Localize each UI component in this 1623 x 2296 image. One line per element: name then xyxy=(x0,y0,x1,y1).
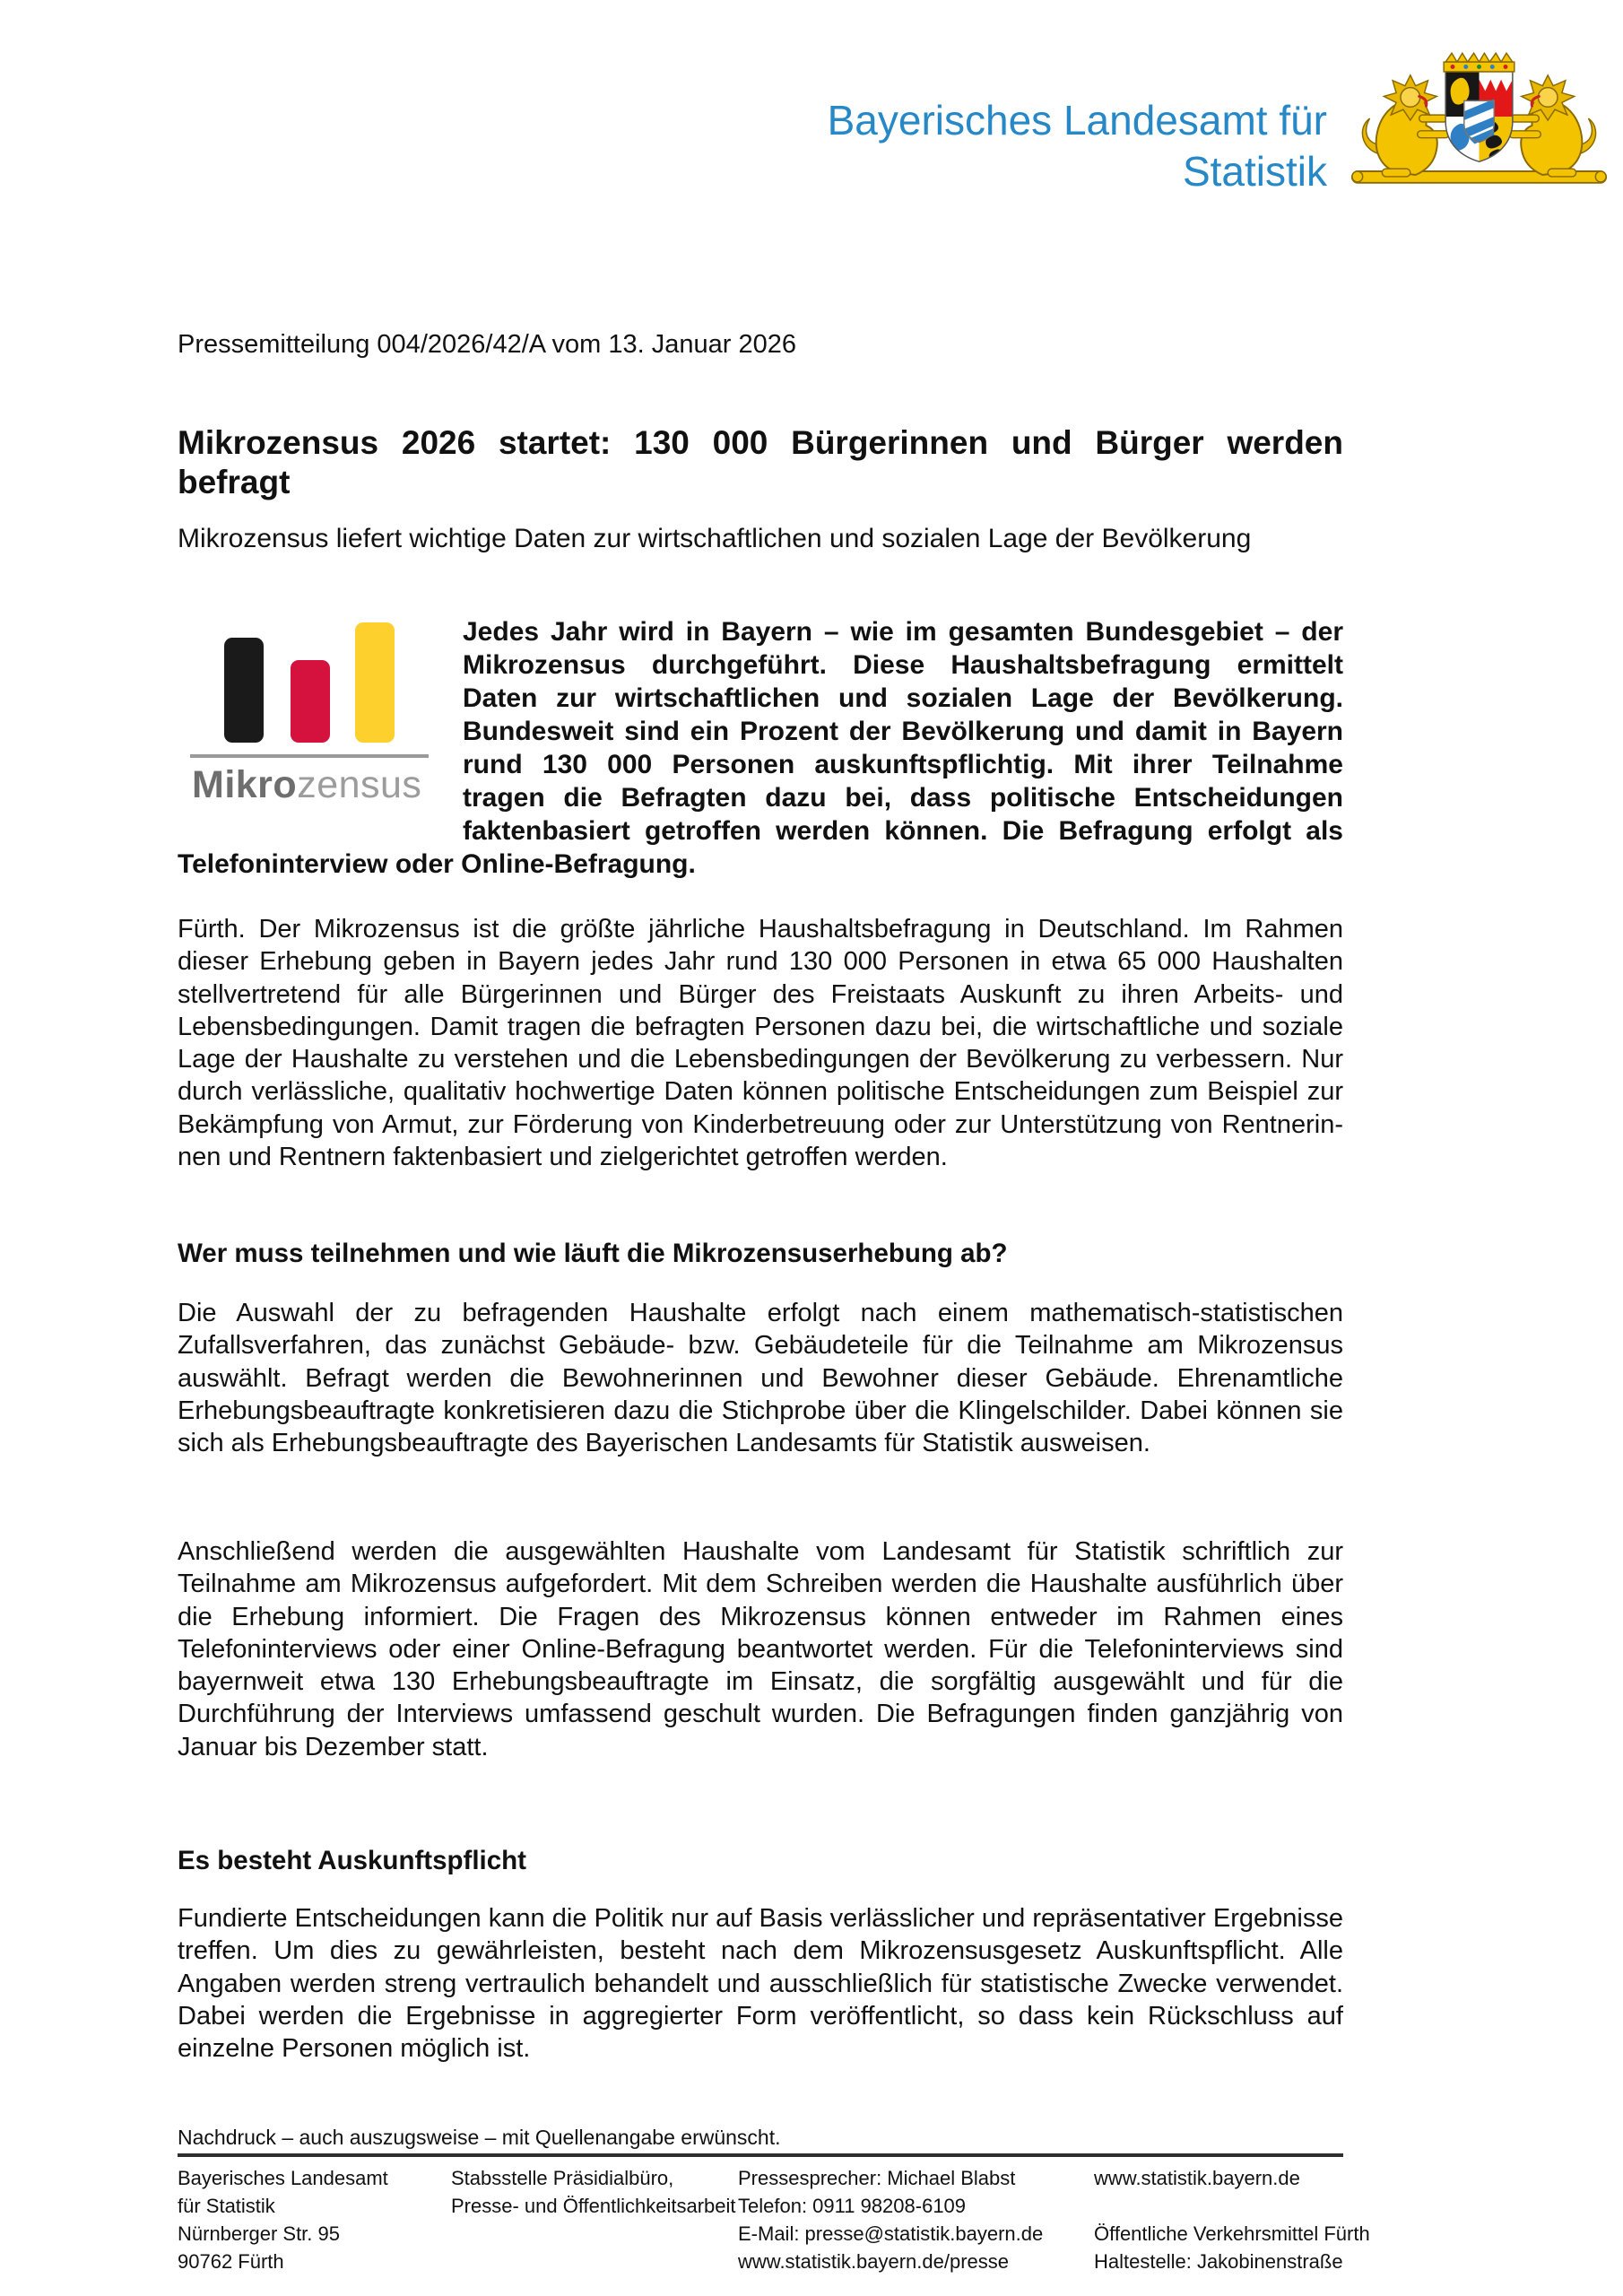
logo-bar-yellow-icon xyxy=(355,622,395,743)
footer-line: www.statistik.bayern.de xyxy=(1094,2167,1300,2189)
logo-wordmark xyxy=(192,763,456,806)
logo-bar-black-icon xyxy=(224,638,264,743)
footer-line xyxy=(451,2248,738,2275)
footer-line: Presse- und Öffentlichkeitsarbeit xyxy=(451,2195,736,2217)
footer-reprint-note: Nachdruck – auch auszugsweise – mit Quellenangabe erwünscht. xyxy=(178,2126,781,2149)
footer-line: 90762 Fürth xyxy=(178,2250,284,2273)
footer-line: Stabsstelle Präsidialbüro, xyxy=(451,2167,674,2189)
footer-line: Öffentliche Verkehrsmittel Fürth xyxy=(1094,2222,1370,2245)
footer-line: www.statistik.bayern.de/presse xyxy=(738,2250,1010,2273)
footer-line: Telefon: 0911 98208-6109 xyxy=(738,2195,967,2217)
agency-wordmark xyxy=(828,95,1327,197)
lead-paragraph: Jedes Jahr wird in Bayern – wie im gesamten Bundesgebiet – der Mikrozensus durchgeführt. Diese Haushaltsbefragung ermittelt Daten zur wirtschaftlichen und sozialen Lage der Bevölkerung. Bundesweit sind ein Prozent der Bevölkerung und damit in Bayern rund 130 000 Personen auskunftspflichtig. Mit ihrer Teilnahme tragen die Befragten dazu bei, dass politische Entscheidungen faktenbasiert getroffen werden können. Die Befragung erfolgt als Telefoninterview oder Online-Befragung. xyxy=(178,617,1343,879)
body-paragraph-followup: Anschließend werden die ausgewählten Haushalte vom Landesamt für Statistik schriftlich zur Teilnahme am Mikrozensus aufgefordert. Mit dem Schreiben werden die Haushalte ausführlich über die Erhebung informiert. Die Fragen des Mikrozensus können entweder im Rahmen eines Telefoninterviews oder einer Online-Befragung beantwortet werden. Für die Telefoninterviews sind bayernweit etwa 130 Erhebungsbeauftragte im Einsatz, die sorgfältig ausgewählt und für die Durchführung der Interviews umfassend geschult wurden. Die Befragungen finden ganzjährig von Januar bis Dezember statt. xyxy=(178,1537,1343,1761)
footer-line xyxy=(451,2220,738,2248)
footer-column-web-transit xyxy=(1094,2164,1370,2275)
article-title: Mikrozensus 2026 startet: 130 000 Bürgerinnen und Bürger werden befragt xyxy=(178,424,1343,500)
logo-wordmark-bold: Mikro xyxy=(192,763,298,806)
logo-bar-red-icon xyxy=(291,660,330,743)
mikrozensus-logo xyxy=(178,615,456,841)
mikrozensus-logo-bars xyxy=(224,621,456,743)
footer-line: Haltestelle: Jakobinenstraße xyxy=(1094,2250,1343,2273)
footer xyxy=(178,2126,1370,2275)
bavarian-coat-of-arms-icon xyxy=(1347,47,1611,195)
footer-line: Pressesprecher: Michael Blabst xyxy=(738,2167,1016,2189)
agency-name-line2: Statistik xyxy=(1182,148,1327,195)
agency-name-line1: Bayerisches Landesamt für xyxy=(827,97,1327,144)
logo-baseline xyxy=(190,754,429,758)
section-heading-participation: Wer muss teilnehmen und wie läuft die Mikrozensuserhebung ab? xyxy=(178,1239,1008,1268)
footer-line: für Statistik xyxy=(178,2195,275,2217)
article-subtitle: Mikrozensus liefert wichtige Daten zur wirtschaftlichen und sozialen Lage der Bevölkerung xyxy=(178,524,1252,553)
footer-divider xyxy=(178,2153,1343,2157)
footer-columns xyxy=(178,2164,1370,2275)
footer-line: E-Mail: presse@statistik.bayern.de xyxy=(738,2222,1044,2245)
body-paragraph-selection: Die Auswahl der zu befragenden Haushalte erfolgt nach einem mathematisch-statistischen Zufallsverfahren, das zunächst Gebäude- bzw. Gebäudeteile für die Teilnahme am Mikrozensus auswählt. Befragt werden die Bewohnerinnen und Bewohner dieser Gebäude. Ehrenamtliche Erhebungsbeauftragte konkretisieren dazu die Stichprobe über die Klingelschilder. Dabei können sie sich als Erhebungsbeauftragte des Bayerischen Landesamts für Statistik ausweisen. xyxy=(178,1299,1343,1458)
body-paragraph-fuerth: Fürth. Der Mikrozensus ist die größte jährliche Haushaltsbefragung in Deutschland. Im Rahmen dieser Erhebung geben in Bayern jedes Jahr rund 130 000 Personen in etwa 65 000 Haushalten stellvertretend für alle Bürgerinnen und Bürger des Freistaats Auskunft zu ihren Arbeits- und Lebensbedingungen. Damit tragen die befragten Personen dazu bei, die wirtschaftliche und soziale Lage der Haushalte zu verstehen und die Lebensbedingungen der Bevölkerung zu verbessern. Nur durch verlässliche, qualitativ hochwertige Daten können politische Entscheidungen zum Beispiel zur Bekämpfung von Armut, zur Förderung von Kinderbetreuung oder zur Unterstützung von Rentnerinnen und Rentnern faktenbasiert und zielgerichtet getroffen werden. xyxy=(178,915,1343,1172)
body-paragraph-obligation: Fundierte Entscheidungen kann die Politik nur auf Basis verlässlicher und repräsentativer Ergebnisse treffen. Um dies zu gewährleisten, besteht nach dem Mikrozensusgesetz Auskunftspflicht. Alle Angaben werden streng vertraulich behandelt und ausschließlich für statistische Zwecke verwendet. Dabei werden die Ergebnisse in aggregierter Form veröffentlicht, so dass kein Rückschluss auf einzelne Personen möglich ist. xyxy=(178,1904,1343,2064)
footer-line xyxy=(1094,2192,1343,2220)
footer-line: Bayerisches Landesamt xyxy=(178,2167,388,2189)
footer-line: Nürnberger Str. 95 xyxy=(178,2222,340,2245)
logo-wordmark-light: zensus xyxy=(297,763,422,806)
section-heading-obligation: Es besteht Auskunftspflicht xyxy=(178,1846,527,1875)
lead-section xyxy=(178,615,1343,881)
press-release-meta-line: Pressemitteilung 004/2026/42/A vom 13. Januar 2026 xyxy=(178,330,797,359)
footer-column-department xyxy=(451,2164,738,2275)
footer-column-address xyxy=(178,2164,451,2275)
footer-column-press-contact xyxy=(738,2164,1094,2275)
